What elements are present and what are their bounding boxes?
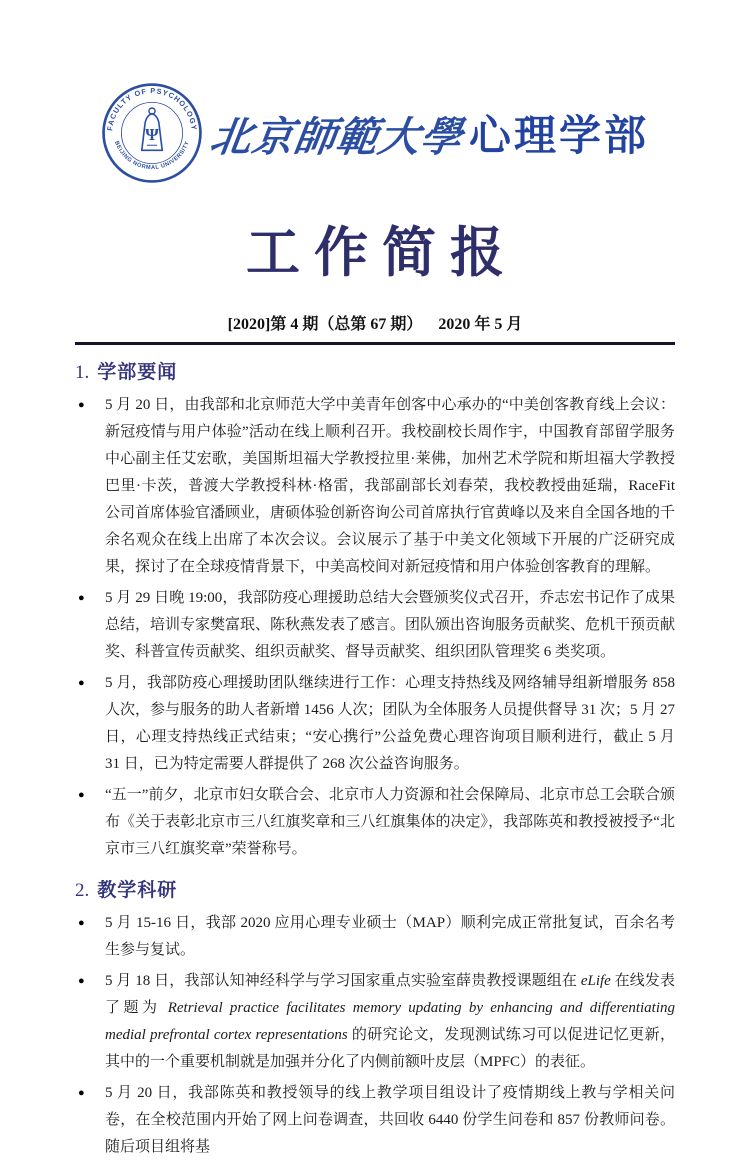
section-heading-2 [75, 875, 675, 902]
bullet-icon: ● [78, 592, 85, 604]
svg-text:FACULTY OF PSYCHOLOGY: FACULTY OF PSYCHOLOGY [105, 86, 199, 132]
bullet-text: 5 月，我部防疫心理援助团队继续进行工作：心理支持热线及网络辅导组新增服务 858 人次，参与服务的助人者新增 1456 人次；团队为全体服务人员提供督导 31 次；5 月 27 日，心理支持热线正式结束；“安心携行”公益免费心理咨询项目顺利进行，截止 5 月 31 日，已为特定需要人群提供了 268 次公益咨询服务。 [105, 675, 676, 772]
bullet-icon: ● [78, 399, 85, 411]
bullet-icon: ● [78, 975, 85, 987]
svg-text:Ψ: Ψ [145, 125, 159, 145]
bullet-text: 5 月 18 日，我部认知神经科学与学习国家重点实验室薛贵教授课题组在 eLife 在线发表了题为 Retrieval practice facilitates memory updating by enhancing and differentiating medial prefrontal cortex representations 的研究论文，发现测试练习可以促进记忆更新，其中的一个重要机制就是加强并分化了内侧前额叶皮层（MPFC）的表征。 [105, 973, 675, 1070]
bullet-icon: ● [78, 917, 85, 929]
masthead [0, 0, 750, 184]
bullet-item [75, 670, 675, 778]
bullet-item [75, 585, 675, 666]
bullet-item [75, 1080, 675, 1161]
sections-container [75, 357, 675, 1161]
bullet-text: 5 月 20 日，我部陈英和教授领导的线上教学项目组设计了疫情期线上教与学相关问卷，在全校范围内开始了网上问卷调查，共回收 6440 份学生问卷和 857 份教师问卷。随后项目组将基 [105, 1085, 675, 1155]
divider-rule [75, 342, 675, 345]
section-title: 教学科研 [97, 880, 178, 901]
bullet-item [75, 392, 675, 581]
bullet-text: 5 月 20 日，由我部和北京师范大学中美青年创客中心承办的“中美创客教育线上会议：新冠疫情与用户体验”活动在线上顺利召开。我校副校长周作宇，中国教育部留学服务中心副主任艾宏歌，美国斯坦福大学教授拉里·莱佛，加州艺术学院和斯坦福大学教授巴里·卡茨，普渡大学教授科林·格雷，我部副部长刘春荣，我校教授曲延瑞，RaceFit 公司首席体验官潘顾业，唐硕体验创新咨询公司首席执行官黄峰以及来自全国各地的千余名观众在线上出席了本次会议。会议展示了基于中美文化领域下开展的广泛研究成果，探讨了在全球疫情背景下，中美高校间对新冠疫情和用户体验创客教育的理解。 [105, 397, 676, 575]
bullet-icon: ● [78, 1087, 85, 1099]
bullet-icon: ● [78, 677, 85, 689]
bullet-text: 5 月 15-16 日，我部 2020 应用心理专业硕士（MAP）顺利完成正常批复试，百余名考生参与复试。 [105, 915, 675, 958]
issue-line: [2020]第 4 期（总第 67 期） 2020 年 5 月 [227, 316, 523, 333]
section-number: 1. [75, 362, 90, 383]
section-title: 学部要闻 [97, 362, 178, 383]
bullet-text: 5 月 29 日晚 19:00，我部防疫心理援助总结大会暨颁奖仪式召开，乔志宏书记作了成果总结，培训专家樊富珉、陈秋燕发表了感言。团队颁出咨询服务贡献奖、危机干预贡献奖、科普宣传贡献奖、组织贡献奖、督导贡献奖、组织团队管理奖 6 类奖项。 [105, 590, 676, 660]
section-number: 2. [75, 880, 90, 901]
bullet-icon: ● [78, 789, 85, 801]
svg-text:BEIJING NORMAL UNIVERSITY: BEIJING NORMAL UNIVERSITY [113, 140, 191, 172]
masthead-wordmark [207, 103, 649, 163]
page-title: 工作简报 [246, 223, 518, 283]
faculty-name: 心理学部 [468, 112, 649, 159]
bullet-text: “五一”前夕，北京市妇女联合会、北京市人力资源和社会保障局、北京市总工会联合颁布《关于表彰北京市三八红旗奖章和三八红旗集体的决定》，我部陈英和教授被授予“北京市三八红旗奖章”荣誉称号。 [105, 787, 675, 857]
bullet-item [75, 782, 675, 863]
bullet-item [75, 910, 675, 964]
university-name: 北京師範大學 [207, 113, 466, 160]
faculty-seal-icon [101, 82, 203, 184]
section-heading-1 [75, 357, 675, 384]
